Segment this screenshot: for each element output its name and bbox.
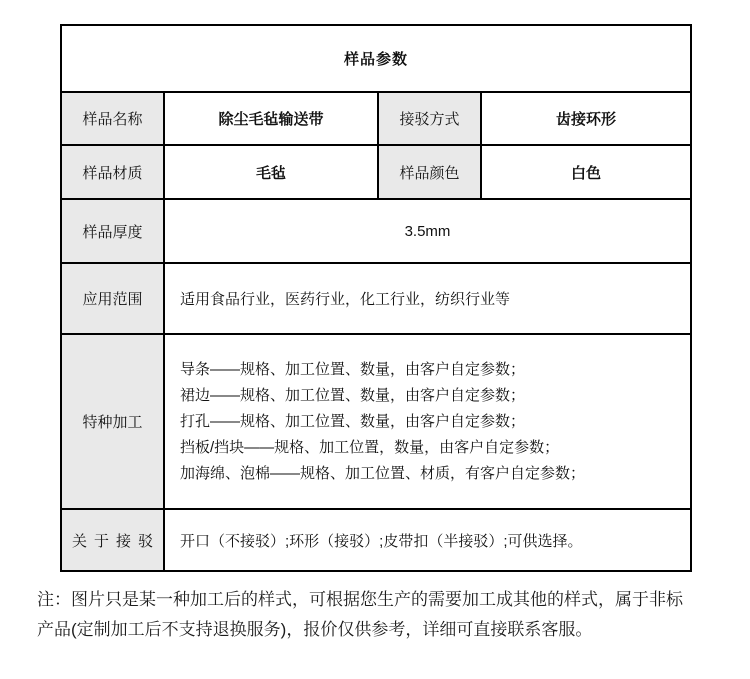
footnote-line-2: 产品(定制加工后不支持退换服务)，报价仅供参考，详细可直接联系客服。 xyxy=(37,620,593,639)
sample-parameters-table xyxy=(60,24,692,572)
label-color: 样品颜色 xyxy=(378,145,481,199)
processing-line-punching: 打孔——规格、加工位置、数量，由客户自定参数； xyxy=(180,412,526,430)
special-processing-cell xyxy=(164,334,691,509)
value-application: 适用食品行业，医药行业，化工行业，纺织行业等 xyxy=(164,263,691,334)
processing-line-skirt: 裙边——规格、加工位置、数量，由客户自定参数； xyxy=(180,386,526,404)
table-title: 样品参数 xyxy=(61,25,691,92)
label-material: 样品材质 xyxy=(61,145,164,199)
label-about-joint: 关于接驳 xyxy=(61,509,164,571)
value-joint-method: 齿接环形 xyxy=(481,92,691,145)
label-thickness: 样品厚度 xyxy=(61,199,164,263)
footnote-line-1: 注：图片只是某一种加工后的样式，可根据您生产的需要加工成其他的样式，属于非标 xyxy=(37,590,683,609)
value-about-joint: 开口（不接驳）;环形（接驳）;皮带扣（半接驳）;可供选择。 xyxy=(164,509,691,571)
label-application: 应用范围 xyxy=(61,263,164,334)
processing-line-sponge-foam: 加海绵、泡棉——规格、加工位置、材质，有客户自定参数； xyxy=(180,464,586,482)
processing-line-guide-strip: 导条——规格、加工位置、数量，由客户自定参数； xyxy=(180,360,526,378)
value-material: 毛毡 xyxy=(164,145,378,199)
label-special-processing: 特种加工 xyxy=(61,334,164,509)
value-sample-name: 除尘毛毡输送带 xyxy=(164,92,378,145)
label-sample-name: 样品名称 xyxy=(61,92,164,145)
processing-line-baffle: 挡板/挡块——规格、加工位置，数量，由客户自定参数； xyxy=(180,438,560,456)
value-thickness: 3.5mm xyxy=(164,199,691,263)
footnote xyxy=(37,585,727,645)
value-color: 白色 xyxy=(481,145,691,199)
label-joint-method: 接驳方式 xyxy=(378,92,481,145)
